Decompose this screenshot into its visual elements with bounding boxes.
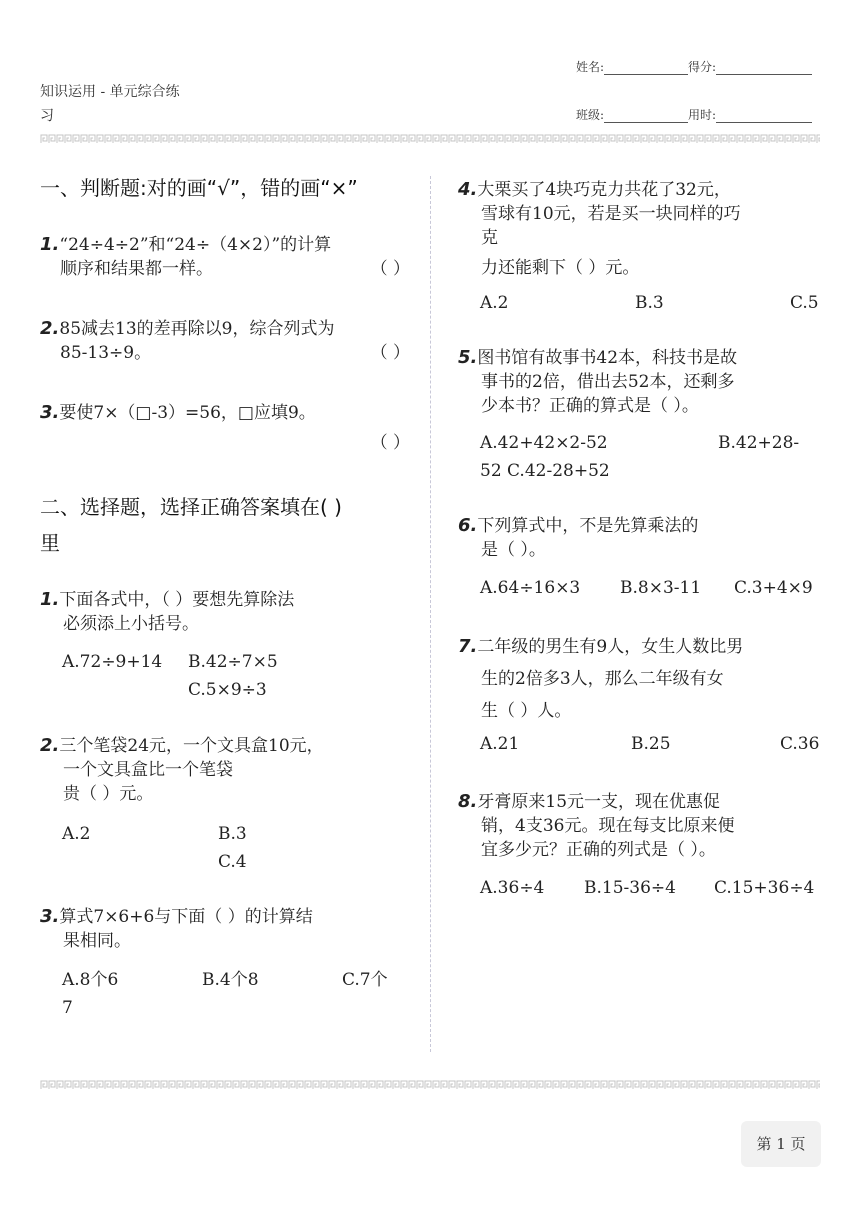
option-a[interactable]: A.64÷16×3 xyxy=(480,578,581,598)
section-1-title: 一、判断题:对的画“√”，错的画“×” xyxy=(40,176,358,200)
question-text: 要使7×（□-3）=56，□应填9。 xyxy=(59,403,316,423)
option-b[interactable]: B.8×3-11 xyxy=(620,578,702,598)
option-b-continued-and-c[interactable]: 52 C.42-28+52 xyxy=(480,461,610,481)
question-number: 8. xyxy=(458,791,478,812)
question-text: 生的2倍多3人，那么二年级有女 xyxy=(481,669,724,689)
question-text: 85减去13的差再除以9，综合列式为 xyxy=(59,319,335,339)
question-number: 4. xyxy=(458,179,478,200)
question-text: 下列算式中，不是先算乘法的 xyxy=(477,516,699,536)
question-number: 5. xyxy=(458,347,478,368)
score-field[interactable] xyxy=(716,62,812,75)
question-text: 算式7×6+6与下面（ ）的计算结 xyxy=(59,907,313,927)
option-a[interactable]: A.72÷9+14 xyxy=(62,652,163,672)
choice-question-6 xyxy=(458,514,828,562)
question-text: 生（ ）人。 xyxy=(481,701,572,721)
option-c-continued: 7 xyxy=(62,998,73,1018)
option-b[interactable]: B.3 xyxy=(218,824,247,844)
name-score-row xyxy=(576,58,812,75)
choice-question-4 xyxy=(458,178,828,280)
question-text: 必须添上小括号。 xyxy=(63,614,199,634)
question-text: 销，4支36元。现在每支比原来便 xyxy=(481,816,735,836)
title-line-1: 知识运用 - 单元综合练 xyxy=(40,84,180,100)
top-border-strip xyxy=(40,134,820,144)
question-number: 2. xyxy=(40,318,60,339)
question-text: “24÷4÷2”和“24÷（4×2）”的计算 xyxy=(59,235,332,255)
choice-question-5 xyxy=(458,346,828,418)
choice-question-1 xyxy=(40,588,410,636)
column-divider xyxy=(430,176,431,1052)
option-a[interactable]: A.42+42×2-52 xyxy=(480,433,608,453)
name-field[interactable] xyxy=(604,62,688,75)
time-label: 用时: xyxy=(688,108,717,122)
option-a[interactable]: A.2 xyxy=(480,293,509,313)
option-c[interactable]: C.4 xyxy=(218,852,247,872)
choice-question-7 xyxy=(458,631,828,727)
question-text: 果相同。 xyxy=(63,931,131,951)
option-b[interactable]: B.42÷7×5 xyxy=(188,652,278,672)
option-b[interactable]: B.15-36÷4 xyxy=(584,878,676,898)
worksheet-title xyxy=(40,80,220,128)
question-number: 7. xyxy=(458,636,478,657)
question-text: 顺序和结果都一样。 xyxy=(60,259,213,279)
page-number: 第 1 页 xyxy=(741,1121,821,1167)
question-text: 下面各式中，（ ）要想先算除法 xyxy=(59,590,295,610)
option-c[interactable]: C.3+4×9 xyxy=(734,578,813,598)
question-number: 1. xyxy=(40,234,60,255)
class-label: 班级: xyxy=(576,108,605,122)
question-number: 2. xyxy=(40,735,60,756)
option-a[interactable]: A.36÷4 xyxy=(480,878,545,898)
question-text: 牙膏原来15元一支，现在优惠促 xyxy=(477,792,721,812)
option-c[interactable]: C.7个 xyxy=(342,970,388,990)
question-text: 少本书？正确的算式是（ ）。 xyxy=(481,396,699,416)
option-b[interactable]: B.25 xyxy=(631,734,671,754)
time-field[interactable] xyxy=(716,110,812,123)
question-number: 3. xyxy=(40,402,60,423)
score-label: 得分: xyxy=(688,60,717,74)
class-time-row xyxy=(576,106,812,123)
question-text: 雪球有10元，若是买一块同样的巧 xyxy=(481,204,741,224)
question-number: 1. xyxy=(40,589,60,610)
option-b[interactable]: B.3 xyxy=(635,293,664,313)
question-text: 宜多少元？正确的列式是（ ）。 xyxy=(481,840,716,860)
section-2-title xyxy=(40,489,420,561)
option-b[interactable]: B.42+28- xyxy=(718,433,800,453)
option-c[interactable]: C.5×9÷3 xyxy=(188,680,267,700)
question-text: 贵（ ）元。 xyxy=(63,784,154,804)
judge-question-2 xyxy=(40,317,410,365)
answer-blank[interactable]: （ ） xyxy=(370,433,410,453)
section-2-title-line-1: 二、选择题，选择正确答案填在( ) xyxy=(40,495,342,519)
judge-question-1 xyxy=(40,233,410,281)
option-c[interactable]: C.5 xyxy=(790,293,819,313)
choice-question-2 xyxy=(40,734,410,806)
bottom-border-strip xyxy=(40,1080,820,1090)
section-2-title-line-2: 里 xyxy=(40,531,60,555)
question-text: 克 xyxy=(481,228,498,248)
choice-question-3 xyxy=(40,905,410,953)
option-b[interactable]: B.4个8 xyxy=(202,970,259,990)
option-a[interactable]: A.21 xyxy=(480,734,520,754)
question-text: 85-13÷9。 xyxy=(60,343,152,363)
question-text: 事书的2倍，借出去52本，还剩多 xyxy=(481,372,735,392)
title-line-2: 习 xyxy=(40,108,54,124)
name-label: 姓名: xyxy=(576,60,605,74)
option-a[interactable]: A.8个6 xyxy=(62,970,119,990)
question-text: 大栗买了4块巧克力共花了32元， xyxy=(477,180,731,200)
question-text: 力还能剩下（ ）元。 xyxy=(481,258,640,278)
question-text: 二年级的男生有9人，女生人数比男 xyxy=(477,637,744,657)
question-number: 6. xyxy=(458,515,478,536)
judge-question-3 xyxy=(40,401,410,459)
question-text: 图书馆有故事书42本，科技书是故 xyxy=(477,348,738,368)
question-number: 3. xyxy=(40,906,60,927)
question-text: 一个文具盒比一个笔袋 xyxy=(63,760,233,780)
option-c[interactable]: C.15+36÷4 xyxy=(714,878,815,898)
class-field[interactable] xyxy=(604,110,688,123)
choice-question-8 xyxy=(458,790,828,862)
answer-blank[interactable]: （ ） xyxy=(370,259,410,279)
question-text: 是（ ）。 xyxy=(481,540,546,560)
answer-blank[interactable]: （ ） xyxy=(370,343,410,363)
question-text: 三个笔袋24元，一个文具盒10元， xyxy=(59,736,324,756)
option-a[interactable]: A.2 xyxy=(62,824,91,844)
option-c[interactable]: C.36 xyxy=(780,734,820,754)
